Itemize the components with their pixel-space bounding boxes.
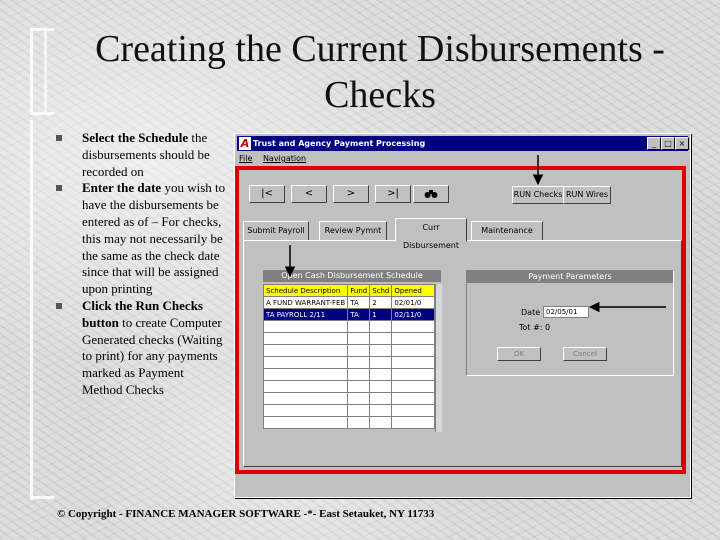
window-titlebar	[237, 136, 688, 151]
bullet-square-icon	[56, 135, 62, 141]
bullet-list	[56, 130, 226, 399]
bullet-square-icon	[56, 185, 62, 191]
column-header[interactable]: Schedule Description	[264, 285, 348, 297]
slide-title	[60, 26, 700, 118]
decorative-line	[30, 112, 54, 115]
run-checks-button[interactable]: RUN Checks	[512, 186, 564, 204]
close-button[interactable]: ×	[675, 137, 689, 150]
bullet-bold: Select the Schedule	[82, 130, 189, 145]
table-row[interactable]	[264, 321, 435, 333]
bullet-item	[56, 298, 226, 399]
tot-label: Tot #:	[519, 323, 543, 332]
table-cell: TA PAYROLL 2/11	[264, 309, 348, 321]
tot-value: 0	[545, 323, 551, 332]
table-row[interactable]	[264, 297, 435, 309]
column-header[interactable]: Opened	[392, 285, 435, 297]
bullet-text: you wish to have the disbursements be entered as of – For checks, this may not necessarily be the same as the check date since that will be assigned upon printing	[82, 180, 226, 297]
date-field[interactable]: 02/05/01	[543, 306, 589, 318]
maximize-button[interactable]: □	[661, 137, 675, 150]
table-row[interactable]	[264, 405, 435, 417]
find-button[interactable]	[413, 185, 449, 203]
last-record-button[interactable]: >|	[375, 185, 411, 203]
table-cell: TA	[348, 297, 370, 309]
bullet-item	[56, 180, 226, 298]
tab-maintenance[interactable]: Maintenance	[471, 221, 543, 241]
table-cell: 2	[370, 297, 392, 309]
decorative-line	[30, 28, 33, 112]
schedule-header: Open Cash Disbursement Schedule	[263, 270, 441, 282]
tab-curr-disbursement[interactable]: Curr Disbursement	[395, 218, 467, 242]
binoculars-icon	[424, 189, 438, 199]
table-cell: 1	[370, 309, 392, 321]
ok-button[interactable]: OK	[497, 347, 541, 361]
bullet-text: the disbursements should be recorded on	[82, 130, 210, 179]
column-header[interactable]: Fund	[348, 285, 370, 297]
bullet-bold: Click the Run Checks button	[82, 297, 203, 330]
first-record-button[interactable]: |<	[249, 185, 285, 203]
tab-review-pymnt[interactable]: Review Pymnt	[319, 221, 387, 241]
table-cell: 02/01/0	[392, 297, 435, 309]
table-row[interactable]	[264, 417, 435, 429]
title-line-2: Checks	[324, 74, 436, 116]
menu-bar	[239, 153, 314, 165]
bullet-item	[56, 130, 226, 180]
payment-parameters-header: Payment Parameters	[467, 271, 673, 283]
minimize-button[interactable]: _	[647, 137, 661, 150]
date-label: Date	[521, 308, 541, 317]
bullet-square-icon	[56, 303, 62, 309]
table-row[interactable]	[264, 333, 435, 345]
table-row[interactable]	[264, 357, 435, 369]
decorative-line	[30, 28, 54, 31]
table-cell: A FUND WARRANT-FEB	[264, 297, 348, 309]
vertical-scrollbar[interactable]	[435, 284, 442, 432]
app-logo-icon: A	[240, 137, 250, 150]
next-record-button[interactable]: >	[333, 185, 369, 203]
prev-record-button[interactable]: <	[291, 185, 327, 203]
tab-submit-payroll[interactable]: Submit Payroll	[243, 221, 309, 241]
menu-navigation[interactable]: Navigation	[262, 154, 307, 163]
bullet-bold: Enter the date	[82, 180, 162, 196]
table-row-selected[interactable]	[264, 309, 435, 321]
table-header-row	[264, 285, 435, 297]
table-row[interactable]	[264, 393, 435, 405]
bullet-text: to create Computer Generated checks (Waiting to print) for any payments marked as Payment Method Checks	[82, 314, 223, 397]
window-title: Trust and Agency Payment Processing	[253, 139, 426, 148]
table-row[interactable]	[264, 345, 435, 357]
decorative-line	[30, 496, 54, 499]
copyright-footer: © Copyright - FINANCE MANAGER SOFTWARE -*- East Setauket, NY 11733	[57, 508, 435, 520]
table-row[interactable]	[264, 369, 435, 381]
column-header[interactable]: Schd	[370, 285, 392, 297]
table-cell: TA	[348, 309, 370, 321]
app-window	[234, 133, 691, 498]
title-line-1: Creating the Current Disbursements -	[95, 28, 665, 70]
cancel-button[interactable]: Cancel	[563, 347, 607, 361]
table-row[interactable]	[264, 381, 435, 393]
table-cell: 02/11/0	[392, 309, 435, 321]
decorative-line	[44, 28, 47, 112]
schedule-panel	[263, 270, 441, 434]
menu-file[interactable]: File	[239, 154, 253, 163]
decorative-line	[30, 120, 33, 500]
schedule-table	[263, 284, 435, 429]
run-wires-button[interactable]: RUN Wires	[563, 186, 611, 204]
